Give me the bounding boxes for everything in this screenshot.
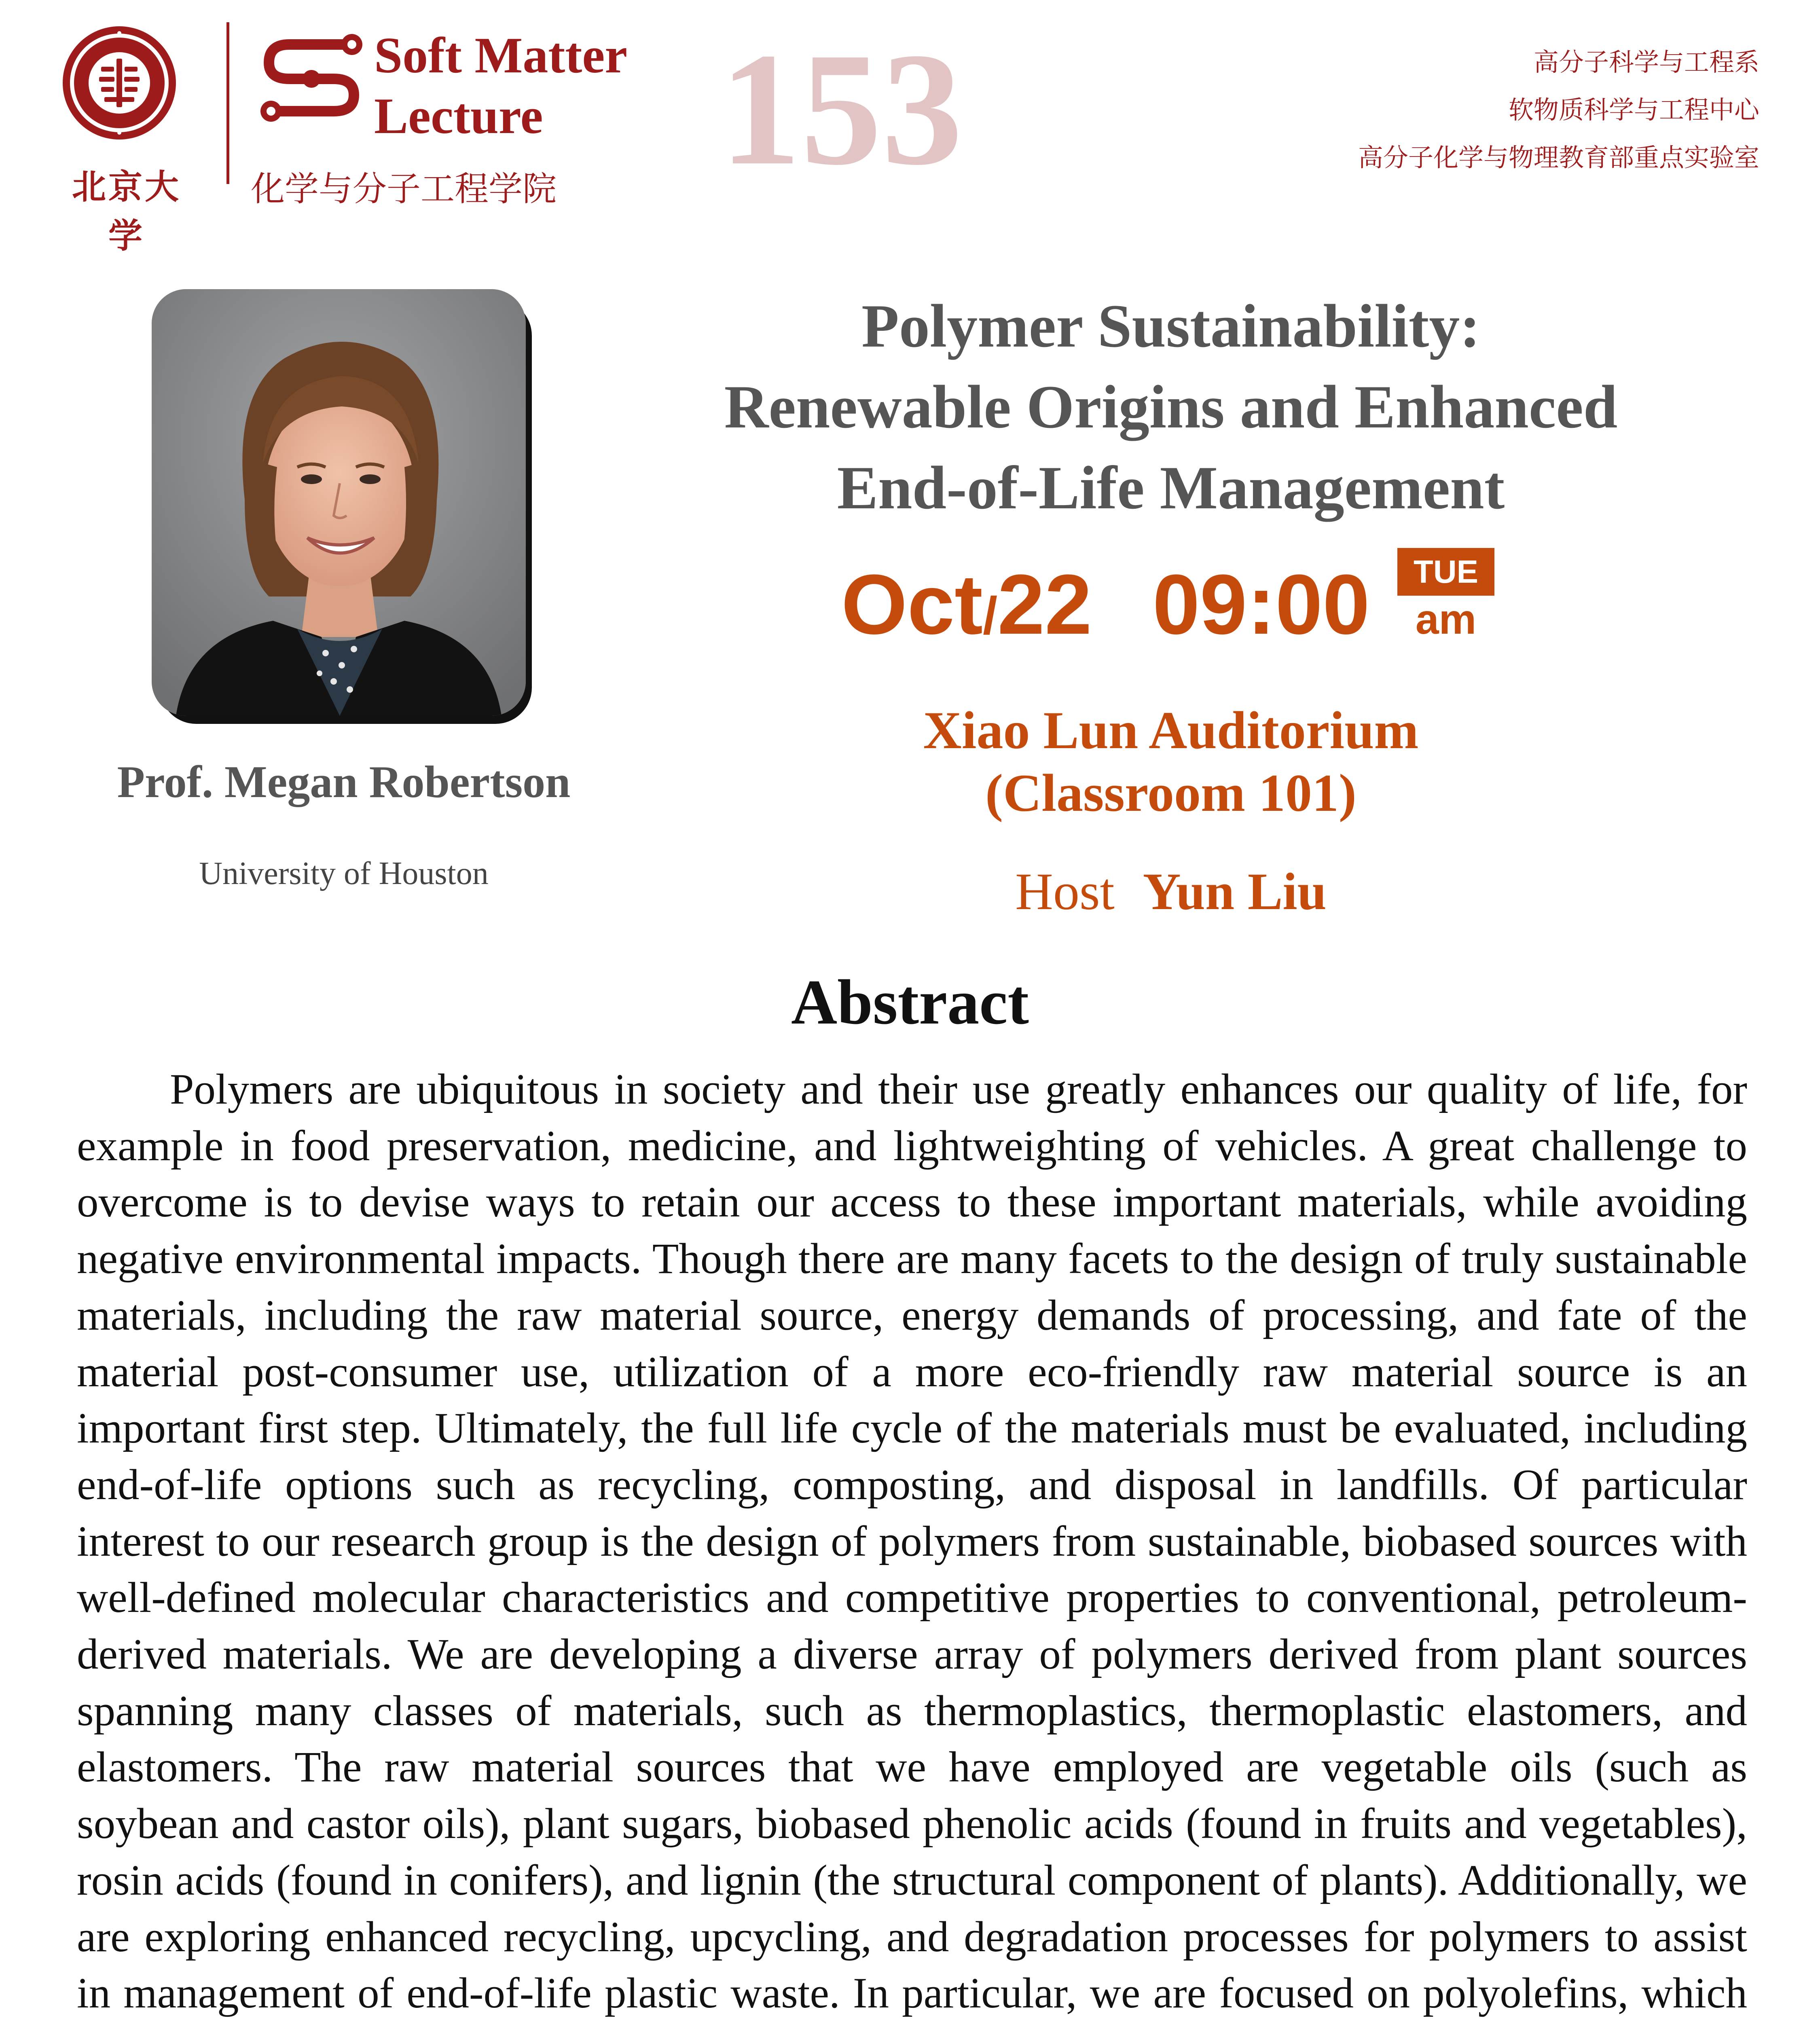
venue-room: (Classroom 101) [985, 763, 1357, 823]
talk-date-time [841, 557, 1370, 652]
affiliation-item: 高分子化学与物理教育部重点实验室 [1358, 143, 1759, 172]
series-name-line2: Lecture [374, 88, 543, 144]
time-suffix: am [1415, 596, 1477, 643]
speaker-name: Prof. Megan Robertson [117, 757, 571, 807]
affiliation-item: 高分子科学与工程系 [1533, 47, 1759, 77]
affiliation-item: 软物质科学与工程中心 [1508, 95, 1759, 125]
lecture-number: 153 [720, 19, 963, 199]
affiliation-list [1358, 38, 1759, 182]
university-seal-icon [61, 24, 178, 142]
abstract-body: Polymers are ubiquitous in society and their use greatly enhances our quality of life, for example in food preservation, medicine, and lightweighting of vehicles. A great challenge to overcome is to devise ways to retain our access to these important materials, while avoiding negative environmental impacts. Though there are many facets to the design of truly sustainable materials, including the raw material source, energy demands of processing, and fate of the material post-consumer use, utilization of a more eco-friendly raw material source is an important first step. Ultimately, the full life cycle of the materials must be evaluated, including end-of-life options such as recycling, composting, and disposal in landfills. Of particular interest to our research group is the design of polymers from sustainable, biobased sources with well-defined molecular characteristics and competitive properties to conventional, petroleum-derived materials. We are developing a diverse array of polymers derived from plant sources spanning many classes of materials, such as thermoplastics, thermoplastic elastomers, and elastomers. The raw material sources that we have employed are vegetable oils (such as soybean and castor oils), plant sugars, biobased phenolic acids (found in fruits and vegetables), rosin acids (found in conifers), and lignin (the structural component of plants). Additionally, we are exploring enhanced recycling, upcycling, and degradation processes for polymers to assist in management of end-of-life plastic waste. In particular, we are focused on polyolefins, which [77, 1066, 1747, 2018]
speaker-affiliation: University of Houston [199, 856, 489, 891]
host-name: Yun Liu [1143, 863, 1327, 921]
weekday-badge: TUE [1397, 548, 1494, 596]
talk-title-line: Polymer Sustainability: [861, 292, 1480, 360]
host-label: Host [1015, 863, 1115, 921]
talk-title-line: Renewable Origins and Enhanced [724, 373, 1618, 441]
series-name-line1: Soft Matter [374, 27, 628, 84]
talk-title-line: End-of-Life Management [837, 454, 1505, 522]
college-name: 化学与分子工程学院 [251, 169, 557, 209]
date-day: 22 [997, 557, 1092, 652]
date-month: Oct [841, 557, 983, 652]
talk-time: 09:00 [1152, 557, 1370, 652]
venue-name: Xiao Lun Auditorium [923, 700, 1419, 760]
abstract-heading: Abstract [791, 967, 1029, 1038]
host-line [574, 863, 1767, 921]
speaker-photo [152, 289, 526, 716]
header-divider [226, 22, 229, 184]
university-name: 北京大学 [72, 167, 181, 256]
date-separator: / [983, 586, 998, 645]
soft-matter-logo-icon [251, 26, 372, 127]
